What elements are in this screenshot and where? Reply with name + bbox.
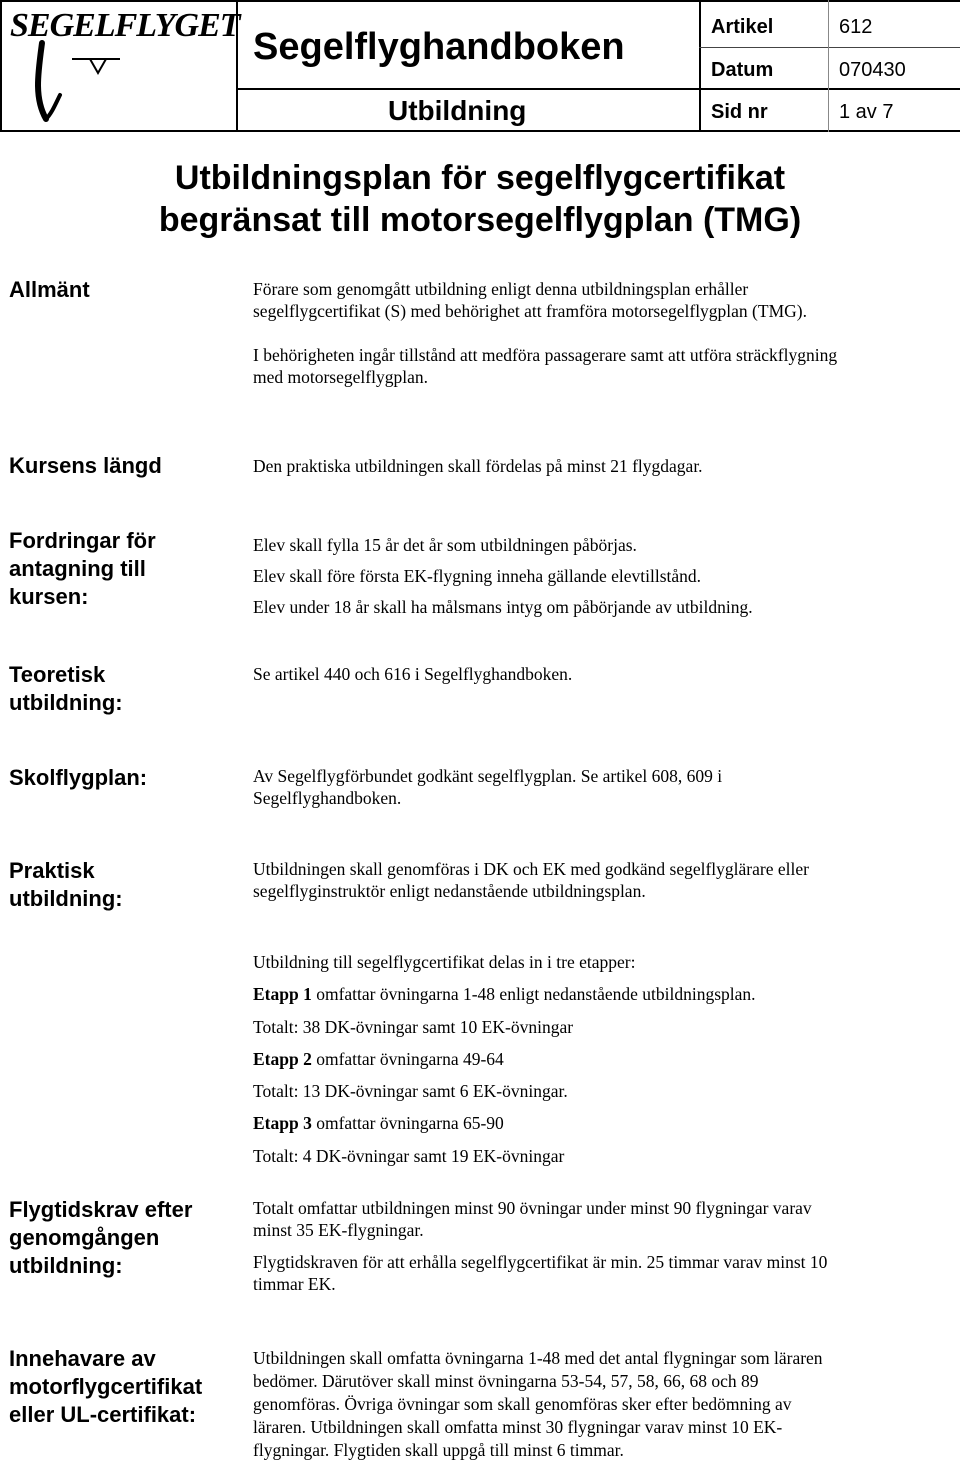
sidnr-label: Sid nr [711,101,768,123]
etapper-list [253,946,953,1172]
innehavare-label-line2: motorflygcertifikat [9,1374,203,1399]
skolflygplan-line2: Segelflyghandboken. [253,788,402,808]
section-text-allmant [253,278,953,388]
flygtidskrav-p2-line1: Flygtidskraven för att erhålla segelflygcertifikat är min. 25 timmar varav minst 10 [253,1252,828,1272]
page-title-line1: Utbildningsplan för segelflygcertifikat [174,159,786,197]
header-border-top [0,0,960,2]
skolflygplan-line1: Av Segelflygförbundet godkänt segelflygplan. Se artikel 608, 609 i [253,766,723,786]
fordringar-line1: Elev skall fylla 15 år det år som utbildningen påbörjas. [253,535,637,555]
section-text-innehavare [253,1347,953,1462]
section-text-praktisk [253,858,953,902]
section-label-kursens-langd: Kursens längd [9,453,162,478]
etapp1-label: Etapp 1 [253,984,312,1005]
etapp2-line [253,1043,953,1075]
section-label-innehavare [9,1345,202,1429]
etapp2-total: Totalt: 13 DK-övningar samt 6 EK-övningar. [253,1081,568,1102]
allmant-p1-line1: Förare som genomgått utbildning enligt denna utbildningsplan erhåller [253,279,749,299]
header-divider-values [828,0,829,132]
logo-text: SEGELFLYGET [10,7,240,44]
etapp3-label: Etapp 3 [253,1113,312,1134]
fordringar-label-line2: antagning till [9,556,146,581]
etapp1-total: Totalt: 38 DK-övningar samt 10 EK-övningar [253,1016,574,1037]
section-text-fordringar [253,530,953,623]
flygtidskrav-label-line2: genomgången [9,1225,160,1250]
kursens-langd-text: Den praktiska utbildningen skall fördelas på minst 21 flygdagar. [253,456,703,476]
teoretisk-label-line2: utbildning: [9,690,123,715]
page-title-line2: begränsat till motorsegelflygplan (TMG) [158,201,802,239]
section-label-allmant: Allmänt [9,277,90,302]
header-divider-sub [236,88,960,90]
etapp2-label: Etapp 2 [253,1048,312,1069]
allmant-p2-line2: med motorsegelflygplan. [253,367,428,387]
teoretisk-label-line1: Teoretisk [9,662,106,687]
handbook-subtitle: Utbildning [388,95,527,126]
etapp2-text: omfattar övningarna 49-64 [311,1048,504,1069]
document-header [0,0,960,132]
etapp1-line [253,978,953,1010]
flygtidskrav-label-line1: Flygtidskrav efter [9,1197,193,1222]
innehavare-line1: Utbildningen skall omfatta övningarna 1-48 med det antal flygningar som läraren [253,1348,823,1368]
innehavare-label-line3: eller UL-certifikat: [9,1402,197,1427]
allmant-p1-line2: segelflygcertifikat (S) med behörighet att framföra motorsegelflygplan (TMG). [253,301,807,321]
praktisk-line1: Utbildningen skall genomföras i DK och EK med godkänd segelflyglärare eller [253,859,809,879]
flygtidskrav-p2-line2: timmar EK. [253,1274,336,1294]
artikel-label: Artikel [711,16,774,38]
section-label-flygtidskrav [9,1196,192,1280]
praktisk-label-line2: utbildning: [9,886,123,911]
header-divider-artikel [699,47,960,48]
etapp3-text: omfattar övningarna 65-90 [311,1113,504,1134]
teoretisk-text: Se artikel 440 och 616 i Segelflyghandboken. [253,664,573,684]
section-text-skolflygplan [253,765,953,809]
innehavare-line2: bedömer. Därutöver skall minst övningarna 53-54, 57, 58, 66, 68 och 89 [253,1371,759,1391]
section-label-skolflygplan: Skolflygplan: [9,765,148,790]
fordringar-label-line3: kursen: [9,584,89,609]
innehavare-line3: genomföras. Övriga övningar som skall genomföras sker efter bedömning av [253,1394,792,1414]
handbook-title: Segelflyghandboken [253,26,625,68]
datum-label: Datum [711,59,774,81]
etapper-intro: Utbildning till segelflygcertifikat delas in i tre etapper: [253,952,636,972]
praktisk-line2: segelflyginstruktör enligt nedanstående utbildningsplan. [253,881,646,901]
segelflyget-logo [2,3,240,129]
etapp1-text: omfattar övningarna 1-48 enligt nedanstående utbildningsplan. [311,984,756,1005]
fordringar-line2: Elev skall före första EK-flygning inneha gällande elevtillstånd. [253,566,702,586]
header-border-bottom [0,130,960,132]
datum-value: 070430 [839,59,906,81]
innehavare-line4: läraren. Utbildningen skall omfatta minst 30 flygningar varav minst 10 EK- [253,1417,783,1437]
flygtidskrav-p1-line1: Totalt omfattar utbildningen minst 90 övningar under minst 90 flygningar varav [253,1198,812,1218]
innehavare-label-line1: Innehavare av [9,1346,156,1371]
fordringar-label-line1: Fordringar för [9,528,156,553]
sidnr-value: 1 av 7 [839,101,894,123]
etapp3-total: Totalt: 4 DK-övningar samt 19 EK-övningar [253,1145,565,1166]
allmant-p2-line1: I behörigheten ingår tillstånd att medföra passagerare samt att utföra sträckflygning [253,345,838,365]
fordringar-line3: Elev under 18 år skall ha målsmans intyg om påbörjande av utbildning. [253,597,753,617]
innehavare-line5: flygningar. Flygtiden skall uppgå till minst 6 timmar. [253,1440,624,1460]
section-label-fordringar [9,527,156,611]
artikel-value: 612 [839,16,873,38]
etapp3-line [253,1107,953,1139]
flygtidskrav-label-line3: utbildning: [9,1253,123,1278]
section-text-flygtidskrav [253,1197,953,1295]
flygtidskrav-p1-line2: minst 35 EK-flygningar. [253,1220,424,1240]
header-divider-meta [699,0,701,132]
section-label-praktisk [9,857,123,913]
praktisk-label-line1: Praktisk [9,858,95,883]
section-label-teoretisk [9,661,123,717]
